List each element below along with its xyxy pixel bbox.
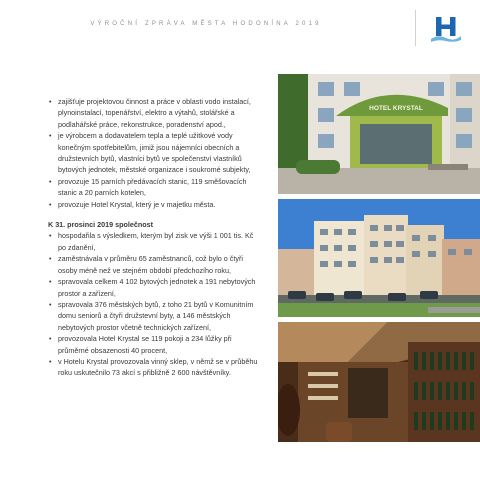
body-text-column (48, 96, 260, 379)
apartment-buildings-photo (278, 199, 480, 317)
list-item: • provozovala Hotel Krystal se 119 pokoji a 234 lůžky při průměrné obsazenosti 40 procent, (48, 333, 260, 356)
list-item: • provozuje Hotel Krystal, který je v majetku města. (48, 199, 260, 210)
activities-list (48, 96, 260, 210)
list-item: • je výrobcem a dodavatelem tepla a teplé užitkové vody konečným spotřebitelům, jimiž jsou nájemníci obecních a družstevních bytů, vlastníci bytů ve společenství vlastníků bytových jednotek, městské organizace i soukromé subjekty, (48, 130, 260, 176)
list-item: • v Hotelu Krystal provozovala vinný sklep, v němž se v průběhu roku uskutečnilo 73 akcí s přibližně 2 600 návštěvníky. (48, 356, 260, 379)
facts-list (48, 230, 260, 378)
hotel-krystal-photo (278, 74, 480, 194)
list-item: • provozuje 15 parních předávacích stanic, 119 směšovacích stanic a 20 parních kotelen, (48, 176, 260, 199)
hodonin-h-logo-icon (430, 14, 462, 44)
list-item: • spravovala celkem 4 102 bytových jednotek a 191 nebytových prostor a zařízení, (48, 276, 260, 299)
section-heading: K 31. prosinci 2019 společnost (48, 220, 154, 230)
wine-cellar-photo (278, 322, 480, 442)
list-item: • spravovala 376 městských bytů, z toho 21 bytů v Komunitním domu seniorů a čtyři družstevní byty, a 146 městských nebytových prostor včetně technických zařízení, (48, 299, 260, 333)
hotel-sign-text: HOTEL KRYSTAL (369, 105, 423, 112)
list-item: • zaměstnávala v průměru 65 zaměstnanců, což bylo o čtyři osoby méně než ve stejném období předchozího roku, (48, 253, 260, 276)
page-header-title: VÝROČNÍ ZPRÁVA MĚSTA HODONÍNA 2019 (90, 21, 322, 27)
list-item: • zajišťuje projektovou činnost a práce v oblasti vodo instalací, plynoinstalací, topenářství, elektro a výtahů, stolářské a podlahářské práce, rekonstrukce, poradenství apod., (48, 96, 260, 130)
list-item: • hospodařila s výsledkem, kterým byl zisk ve výši 1 001 tis. Kč po zdanění, (48, 230, 260, 253)
header-divider (415, 10, 416, 46)
